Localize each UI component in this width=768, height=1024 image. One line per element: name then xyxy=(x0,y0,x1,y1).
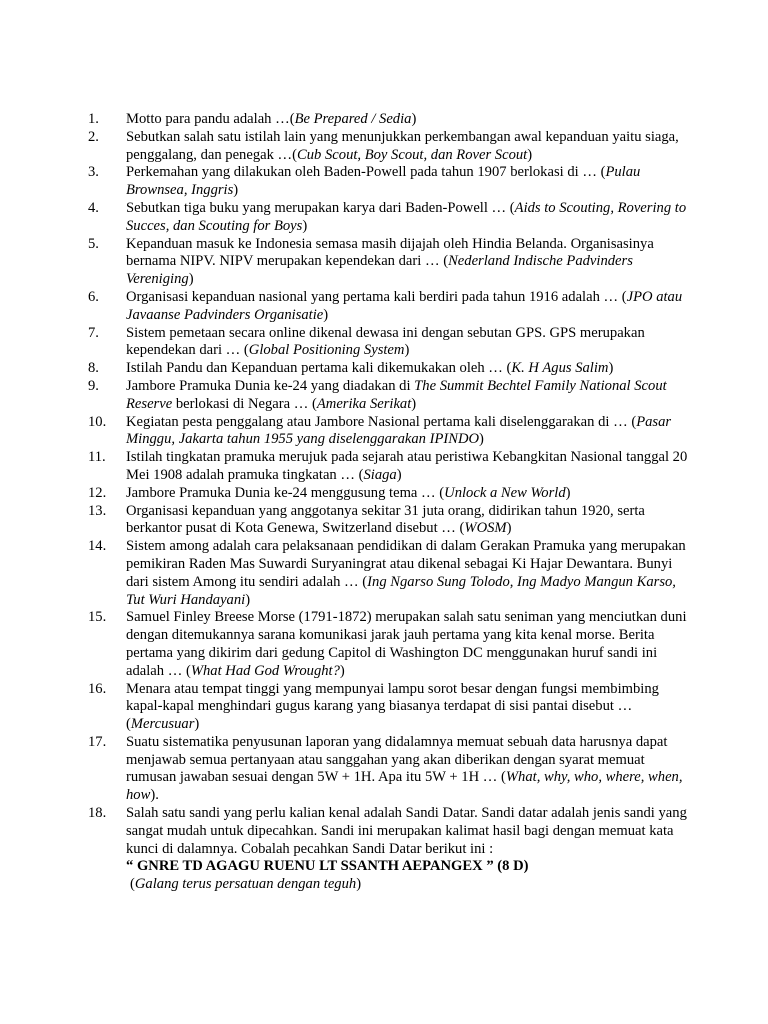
item-number: 11. xyxy=(88,449,106,466)
answer: Nederland Indische Padvinders Vereniging xyxy=(126,253,633,288)
cipher-code: “ GNRE TD AGAGU RUENU LT SSANTH AEPANGEX ” (8 D) xyxy=(126,858,529,875)
item-text: Sebutkan tiga buku yang merupakan karya dari Baden-Powell … (Aids to Scouting, Rovering to Succes, dan Scouting for Boys) xyxy=(126,199,687,234)
answer: Be Prepared / Sedia xyxy=(294,111,412,127)
answer: WOSM xyxy=(464,520,507,537)
item-text: Organisasi kepanduan nasional yang pertama kali berdiri pada tahun 1916 adalah … (JPO atau Javaanse Padvinders Organisatie) xyxy=(126,288,683,323)
list-item xyxy=(88,414,688,450)
item-text: Samuel Finley Breese Morse (1791-1872) merupakan salah satu seniman yang menciutkan duni dengan ditemukannya sarana komunikasi jarak jauh pertama yang kita kenal morse. Berita pertama yang dikirim dari gedung Capitol di Washington DC menggunakan huruf sandi ini adalah … (What Had God Wrought?) xyxy=(126,609,687,679)
list-item xyxy=(88,111,688,129)
item-number: 13. xyxy=(88,502,107,519)
item-number: 18. xyxy=(88,805,107,822)
item-text: Sebutkan salah satu istilah lain yang menunjukkan perkembangan awal kepanduan yaitu siaga, penggalang, dan penegak …(Cub Scout, Boy Scout, dan Rover Scout) xyxy=(126,128,679,163)
answer: The Summit Bechtel Family National Scout Reserve xyxy=(126,377,667,412)
item-text: Sistem among adalah cara pelaksanaan pendidikan di dalam Gerakan Pramuka yang merupakan pemikiran Raden Mas Suwardi Suryaningrat atau dikenal sebagai Ki Hajar Dewantara. Bunyi dari sistem Among itu sendiri adalah … (Ing Ngarso Sung Tolodo, Ing Madyo Mangun Karso, Tut Wuri Handayani) xyxy=(126,538,686,608)
item-text: Suatu sistematika penyusunan laporan yang didalamnya memuat sebuah data harusnya dapat menjawab semua pertanyaan atau sanggahan yang akan diberikan dengan syarat memuat rumusan jawaban sesuai dengan 5W + 1H. Apa itu 5W + 1H … (What, why, who, where, when, how). xyxy=(126,733,683,804)
item-number: 10. xyxy=(88,413,107,430)
item-number: 2. xyxy=(88,128,99,145)
item-number: 1. xyxy=(88,111,99,127)
item-text: Perkemahan yang dilakukan oleh Baden-Powell pada tahun 1907 berlokasi di … (Pulau Brownsea, Inggris) xyxy=(126,164,641,199)
answer: Galang terus persatuan dengan teguh xyxy=(134,876,357,893)
item-number: 4. xyxy=(88,199,99,216)
list-item xyxy=(88,129,688,165)
list-item xyxy=(88,236,688,289)
answer: Aids to Scouting, Rovering to Succes, dan Scouting for Boys xyxy=(126,199,687,234)
list-item xyxy=(88,609,688,680)
answer: Amerika Serikat xyxy=(316,395,412,412)
list-item xyxy=(88,538,688,609)
item-number: 15. xyxy=(88,609,107,626)
answer: JPO atau Javaanse Padvinders Organisatie xyxy=(126,288,683,323)
list-item xyxy=(88,485,688,503)
item-number: 17. xyxy=(88,733,107,750)
item-number: 9. xyxy=(88,377,99,394)
item-text: Kepanduan masuk ke Indonesia semasa masih dijajah oleh Hindia Belanda. Organisasinya bernama NIPV. NIPV merupakan kependekan dari … (Nederland Indische Padvinders Vereniging) xyxy=(126,235,654,288)
list-item xyxy=(88,734,688,805)
item-text: Menara atau tempat tinggi yang mempunyai lampu sorot besar dengan fungsi membimbing kapal-kapal menghindari gugus karang yang biasanya terdapat di sisi pantai disebut … (Mercusuar) xyxy=(126,680,659,733)
item-number: 3. xyxy=(88,164,99,181)
list-item xyxy=(88,325,688,361)
item-number: 7. xyxy=(88,324,99,341)
list-item xyxy=(88,164,688,200)
item-text: Sistem pemetaan secara online dikenal dewasa ini dengan sebutan GPS. GPS merupakan kependekan dari … (Global Positioning System) xyxy=(126,324,645,359)
answer-line: (Galang terus persatuan dengan teguh) xyxy=(130,876,362,893)
list-item xyxy=(88,200,688,236)
answer: Unlock a New World xyxy=(444,484,566,501)
question-list xyxy=(88,111,688,894)
item-text: Jambore Pramuka Dunia ke-24 yang diadakan di The Summit Bechtel Family National Scout Reserve berlokasi di Negara … (Amerika Serikat) xyxy=(126,377,667,412)
list-item xyxy=(88,681,688,734)
answer: Global Positioning System xyxy=(248,342,405,359)
item-text: Istilah Pandu dan Kepanduan pertama kali dikemukakan oleh … (K. H Agus Salim) xyxy=(126,360,614,377)
answer: What Had God Wrought? xyxy=(190,662,340,679)
item-text: Organisasi kepanduan yang anggotanya sekitar 31 juta orang, didirikan tahun 1920, serta berkantor pusat di Kota Genewa, Switzerland disebut … (WOSM) xyxy=(126,502,645,537)
item-text: Jambore Pramuka Dunia ke-24 menggusung tema … (Unlock a New World) xyxy=(126,484,571,501)
item-text: Kegiatan pesta penggalang atau Jambore Nasional pertama kali diselenggarakan di … (Pasar Minggu, Jakarta tahun 1955 yang diselenggarakan IPINDO) xyxy=(126,413,672,448)
answer: K. H Agus Salim xyxy=(511,360,609,377)
answer: Pasar Minggu, Jakarta tahun 1955 yang diselenggarakan IPINDO xyxy=(126,413,672,448)
answer: Pulau Brownsea, Inggris xyxy=(126,164,641,199)
item-text: Motto para pandu adalah …(Be Prepared / Sedia) xyxy=(126,111,417,127)
answer: Mercusuar xyxy=(130,716,195,733)
list-item xyxy=(88,503,688,539)
list-item xyxy=(88,360,688,378)
item-number: 16. xyxy=(88,680,107,697)
item-text: Istilah tingkatan pramuka merujuk pada sejarah atau peristiwa Kebangkitan Nasional tanggal 20 Mei 1908 adalah pramuka tingkatan … (Siaga) xyxy=(126,449,688,483)
list-item xyxy=(88,289,688,325)
answer: Cub Scout, Boy Scout, dan Rover Scout xyxy=(297,146,528,163)
answer: Siaga xyxy=(363,466,397,483)
item-text: Salah satu sandi yang perlu kalian kenal adalah Sandi Datar. Sandi datar adalah jenis sandi yang sangat mudah untuk dipecahkan. Sandi ini merupakan kalimat hasil bagi dengan memuat kata kunci di dalamnya. Cobalah pecahkan Sandi Datar berikut ini : xyxy=(126,805,687,857)
list-item xyxy=(88,805,688,894)
answer: What, why, who, where, when, how xyxy=(126,769,683,804)
item-number: 5. xyxy=(88,235,99,252)
list-item xyxy=(88,378,688,414)
answer: Ing Ngarso Sung Tolodo, Ing Madyo Mangun Karso, Tut Wuri Handayani xyxy=(126,573,676,608)
item-number: 14. xyxy=(88,538,107,555)
item-number: 8. xyxy=(88,360,99,377)
list-item xyxy=(88,449,688,485)
item-number: 12. xyxy=(88,484,107,501)
item-number: 6. xyxy=(88,288,99,305)
